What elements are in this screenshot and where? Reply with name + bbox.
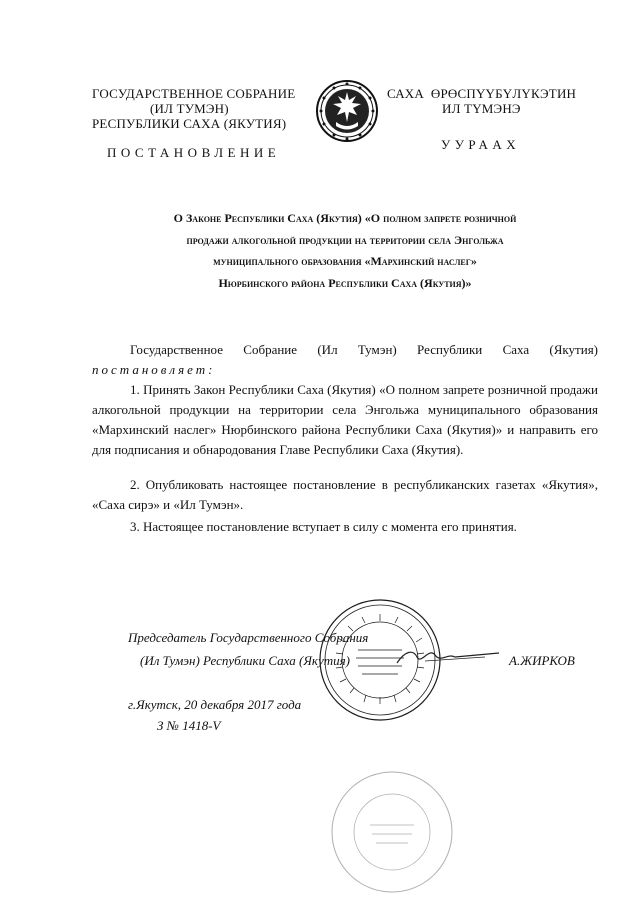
item-1: 1. Принять Закон Республики Саха (Якутия) «О полном запрете розничной продажи алкогольной продукции на территории села Энгольжа муниципального образования «Мархинский наслег» Нюрбинского района Республики Саха (Якутия)» и направить его для подписания и обнародования Главе Республики Саха (Якутия). (92, 382, 598, 457)
doc-type-ru: ПОСТАНОВЛЕНИЕ (107, 145, 281, 160)
header-left-line3: РЕСПУБЛИКИ САХА (ЯКУТИЯ) (92, 116, 287, 131)
official-stamp-icon (318, 598, 442, 722)
document-title (92, 208, 598, 294)
intro-text: Государственное Собрание (Ил Тумэн) Республики Саха (Якутия) (130, 342, 598, 357)
title-line2: продажи алкогольной продукции на территории села Энгольжа (186, 232, 504, 247)
republic-emblem-icon (316, 78, 378, 144)
title-line3: муниципального образования «Мархинский наслег» (213, 254, 477, 268)
intro-verb: постановляет: (92, 362, 216, 377)
item-3: 3. Настоящее постановление вступает в силу с момента его принятия. (130, 519, 517, 534)
intro-paragraph (92, 340, 598, 380)
header-left-line1: ГОСУДАРСТВЕННОЕ СОБРАНИЕ (92, 86, 296, 101)
title-line1: О Законе Республики Саха (Якутия) «О полном запрете розничной (173, 211, 517, 225)
signatory-position-line2: (Ил Тумэн) Республики Саха (Якутия) (140, 653, 350, 668)
place-date: г.Якутск, 20 декабря 2017 года (128, 697, 302, 712)
item-2: 2. Опубликовать настоящее постановление в республиканских газетах «Якутия», «Саха сирэ» и «Ил Тумэн». (92, 477, 598, 512)
header-left-block (92, 86, 312, 131)
signatory-position-line1: Председатель Государственного Собрания (128, 630, 369, 645)
title-line4: Нюрбинского района Республики Саха (Якутия)» (218, 275, 472, 290)
header-right-block (387, 86, 617, 116)
signatory-name: А.ЖИРКОВ (509, 653, 575, 668)
header-left-line2: (ИЛ ТУМЭН) (150, 101, 229, 116)
header-right-line2: ИЛ ТҮМЭНЭ (442, 101, 521, 116)
header-right-line1: САХА ӨРӨСПҮҮБҮЛҮКЭТИН (387, 86, 577, 101)
faded-stamp-icon (330, 770, 455, 895)
doc-type-sah: УУРААХ (441, 137, 521, 152)
document-number: З № 1418-V (157, 718, 221, 733)
